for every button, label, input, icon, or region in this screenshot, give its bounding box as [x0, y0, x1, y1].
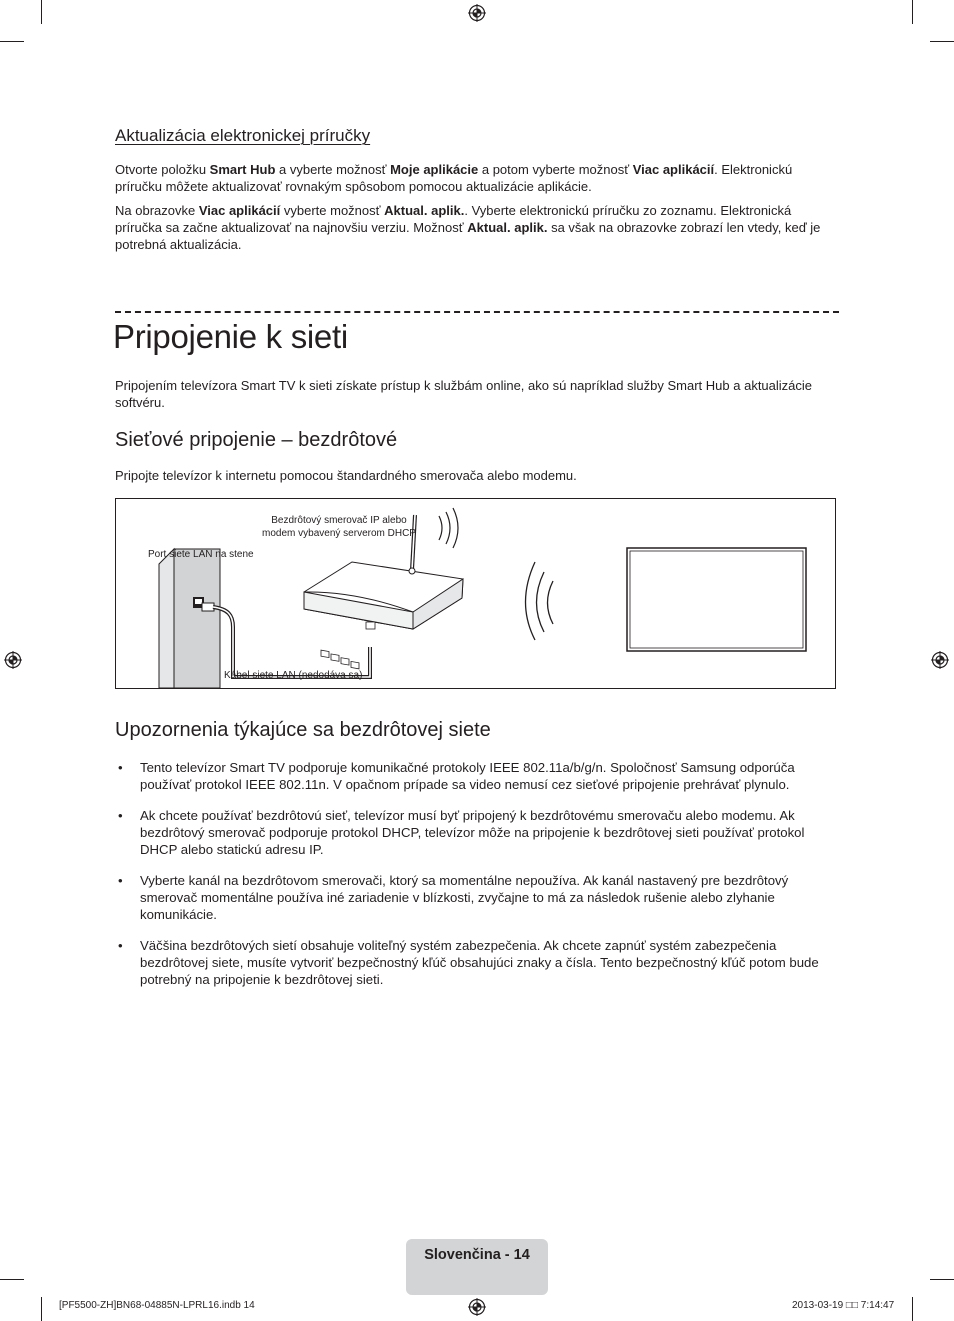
text-run: vyberte možnosť [280, 203, 385, 218]
router-label-line-1: Bezdrôtový smerovač IP alebo [271, 515, 407, 526]
list-item-text: Vyberte kanál na bezdrôtovom smerovači, ktorý sa momentálne nepoužíva. Ak kanál nastavený pre bezdrôtový smerovač momentálne používa iné zariadenie v blízkosti, zvyčajne to má za následok rušenie alebo zlyhanie komunikácie. [140, 873, 789, 922]
ui-term: Aktual. aplik. [384, 203, 465, 218]
text-run: a potom vyberte možnosť [478, 162, 633, 177]
wireless-connection-heading: Sieťové pripojenie – bezdrôtové [115, 429, 398, 451]
footer-file-name: [PF5500-ZH]BN68-04885N-LPRL16.indb 14 [59, 1300, 255, 1311]
bullet-icon: • [118, 873, 123, 888]
update-manual-paragraph-1 [115, 161, 840, 195]
crop-mark-icon [0, 41, 24, 42]
bullet-icon: • [118, 760, 123, 775]
page-title: Pripojenie k sieti [113, 318, 348, 355]
registration-mark-icon [4, 651, 22, 669]
text-run: sa však na obrazovke zobrazí len vtedy, keď je potrebná aktualizácia. [115, 220, 821, 252]
wall-icon [159, 549, 220, 688]
ui-term: Smart Hub [209, 162, 276, 177]
list-item [115, 872, 843, 923]
wall-port-label: Port siete LAN na stene [148, 549, 254, 560]
ui-term: Moje aplikácie [390, 162, 479, 177]
text-run: a vyberte možnosť [275, 162, 391, 177]
crop-mark-icon [930, 1279, 954, 1280]
crop-mark-icon [41, 1297, 42, 1321]
section-divider [115, 311, 839, 313]
list-item [115, 937, 843, 988]
router-label-line-2: modem vybavený serverom DHCP [262, 528, 416, 539]
lan-cable [213, 607, 370, 677]
list-item-text: Tento televízor Smart TV podporuje komunikačné protokoly IEEE 802.11a/b/g/n. Spoločnosť Samsung odporúča používať protokol IEEE 802.11n. V opačnom prípade sa video nemusí cez sieťové pripojenie prehrávať plynulo. [140, 760, 795, 792]
wireless-warnings-list [115, 759, 843, 1002]
diagram-illustration [116, 499, 835, 688]
crop-mark-icon [912, 0, 913, 24]
list-item [115, 759, 843, 793]
text-run: . Elektronickú príručku môžete aktualizovať rovnakým spôsobom pomocou aktualizácie aplikácie. [115, 162, 793, 194]
crop-mark-icon [41, 0, 42, 24]
text-run: Na obrazovke [115, 203, 199, 218]
network-intro: Pripojením televízora Smart TV k sieti získate prístup k službám online, ako sú napríklad služby Smart Hub a aktualizácie softvéru. [115, 378, 813, 410]
bullet-icon: • [118, 938, 123, 953]
wireless-connection-text: Pripojte televízor k internetu pomocou štandardného smerovača alebo modemu. [115, 468, 577, 483]
page-number-label: Slovenčina - 14 [424, 1247, 530, 1263]
tv-icon [627, 548, 806, 651]
wireless-warnings-heading: Upozornenia týkajúce sa bezdrôtovej siete [115, 719, 491, 741]
wireless-signal-icon [526, 562, 554, 640]
list-item [115, 807, 843, 858]
registration-mark-icon [468, 4, 486, 22]
ui-term: Viac aplikácií [198, 203, 281, 218]
registration-mark-icon [931, 651, 949, 669]
list-item-text: Ak chcete používať bezdrôtovú sieť, televízor musí byť pripojený k bezdrôtovému smerovaču alebo modemu. Ak bezdrôtový smerovač podporuje protokol DHCP, televízor môže na pripojenie k bezdrôtovej sieti používať protokol DHCP alebo statickú adresu IP. [140, 808, 805, 857]
list-item-text: Väčšina bezdrôtových sietí obsahuje voliteľný systém zabezpečenia. Ak chcete zapnúť systém zabezpečenia bezdrôtovej siete, musíte vytvoriť bezpečnostný kľúč obsahujúci znaky a čísla. Tento bezpečnostný kľúč potom bude potrebný na pripojenie k bezdrôtovej sieti. [140, 938, 819, 987]
ui-term: Viac aplikácií [632, 162, 715, 177]
lan-cable-label: Kábel siete LAN (nedodáva sa) [224, 670, 363, 681]
update-manual-paragraph-2 [115, 202, 840, 253]
registration-mark-icon [468, 1298, 486, 1316]
crop-mark-icon [930, 41, 954, 42]
wireless-network-diagram [115, 498, 836, 689]
crop-mark-icon [912, 1297, 913, 1321]
footer-datetime: 2013-03-19 □□ 7:14:47 [792, 1300, 895, 1311]
text-run: Otvorte položku [115, 162, 210, 177]
crop-mark-icon [0, 1279, 24, 1280]
bullet-icon: • [118, 808, 123, 823]
ui-term: Aktual. aplik. [467, 220, 548, 235]
update-manual-heading: Aktualizácia elektronickej príručky [115, 126, 371, 145]
text-run: . Vyberte elektronickú príručku zo zoznamu. Elektronická príručka sa začne aktualizovať na najnovšiu verziu. Možnosť [115, 203, 792, 235]
